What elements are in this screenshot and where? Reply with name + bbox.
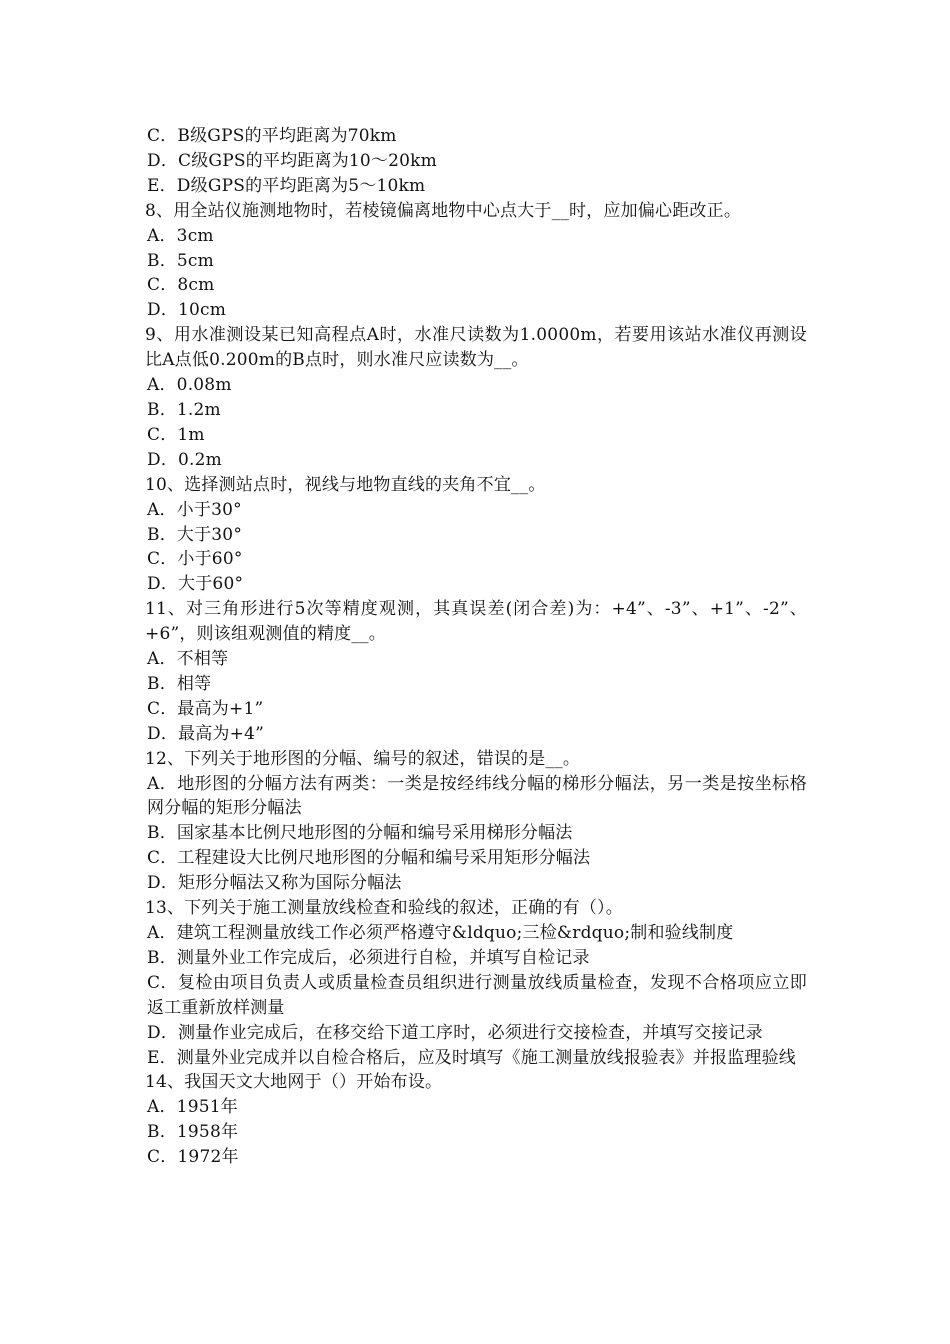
answer-option: A．建筑工程测量放线工作必须严格遵守&ldquo;三检&rdquo;制和验线制度	[147, 923, 734, 943]
exam-question-text	[145, 124, 807, 1170]
answer-option: C．工程建设大比例尺地形图的分幅和编号采用矩形分幅法	[147, 848, 591, 869]
answer-option: A．地形图的分幅方法有两类：一类是按经纬线分幅的梯形分幅法，另一类是按坐标格网分幅的矩形分幅法	[147, 773, 807, 819]
answer-option: C．小于60°	[147, 549, 243, 570]
answer-option: D．矩形分幅法又称为国际分幅法	[147, 873, 402, 894]
answer-option: D．大于60°	[147, 574, 244, 595]
question-stem: 13、下列关于施工测量放线检查和验线的叙述，正确的有（）。	[145, 898, 623, 919]
answer-option: B．测量外业工作完成后，必须进行自检，并填写自检记录	[147, 947, 590, 968]
question-stem: 9、用水准测设某已知高程点A时，水准尺读数为1.0000m，若要用该站水准仪再测设比A点低0.200m的B点时，则水准尺应读数为__。	[145, 325, 807, 371]
answer-option: E．D级GPS的平均距离为5～10km	[147, 175, 426, 196]
answer-option: D．0.2m	[147, 449, 222, 470]
question-stem: 10、选择测站点时，视线与地物直线的夹角不宜__。	[145, 474, 546, 495]
answer-option: C．复检由项目负责人或质量检查员组织进行测量放线质量检查，发现不合格项应立即返工重新放样测量	[147, 972, 807, 1018]
answer-option: C．B级GPS的平均距离为70km	[147, 126, 397, 146]
question-stem: 8、用全站仪施测地物时，若棱镜偏离地物中心点大于__时，应加偏心距改正。	[145, 200, 742, 221]
answer-option: B．1.2m	[147, 399, 221, 420]
question-stem: 12、下列关于地形图的分幅、编号的叙述，错误的是__。	[145, 748, 581, 769]
answer-option: A．0.08m	[147, 375, 232, 396]
answer-option: A．不相等	[147, 649, 229, 670]
answer-option: C．1m	[147, 424, 205, 445]
answer-option: B．1958年	[147, 1122, 239, 1143]
question-stem: 14、我国天文大地网于（）开始布设。	[145, 1072, 443, 1093]
answer-option: D．C级GPS的平均距离为10～20km	[147, 150, 437, 171]
answer-option: D．测量作业完成后，在移交给下道工序时，必须进行交接检查，并填写交接记录	[147, 1022, 763, 1043]
answer-option: E．测量外业完成并以自检合格后，应及时填写《施工测量放线报验表》并报监理验线	[147, 1047, 797, 1068]
answer-option: A．小于30°	[147, 499, 242, 520]
answer-option: B．国家基本比例尺地形图的分幅和编号采用梯形分幅法	[147, 823, 573, 844]
answer-option: D．10cm	[147, 300, 227, 321]
answer-option: C．最高为+1”	[147, 698, 264, 719]
answer-option: D．最高为+4”	[147, 723, 264, 744]
answer-option: C．1972年	[147, 1147, 239, 1168]
answer-option: C．8cm	[147, 275, 215, 296]
answer-option: B．5cm	[147, 250, 214, 271]
question-stem: 11、对三角形进行5次等精度观测，其真误差(闭合差)为：+4”、-3”、+1”、-2”、+6”，则该组观测值的精度__。	[145, 599, 807, 645]
answer-option: B．大于30°	[147, 524, 243, 545]
answer-option: A．3cm	[147, 225, 214, 246]
answer-option: B．相等	[147, 673, 212, 694]
answer-option: A．1951年	[147, 1097, 238, 1118]
